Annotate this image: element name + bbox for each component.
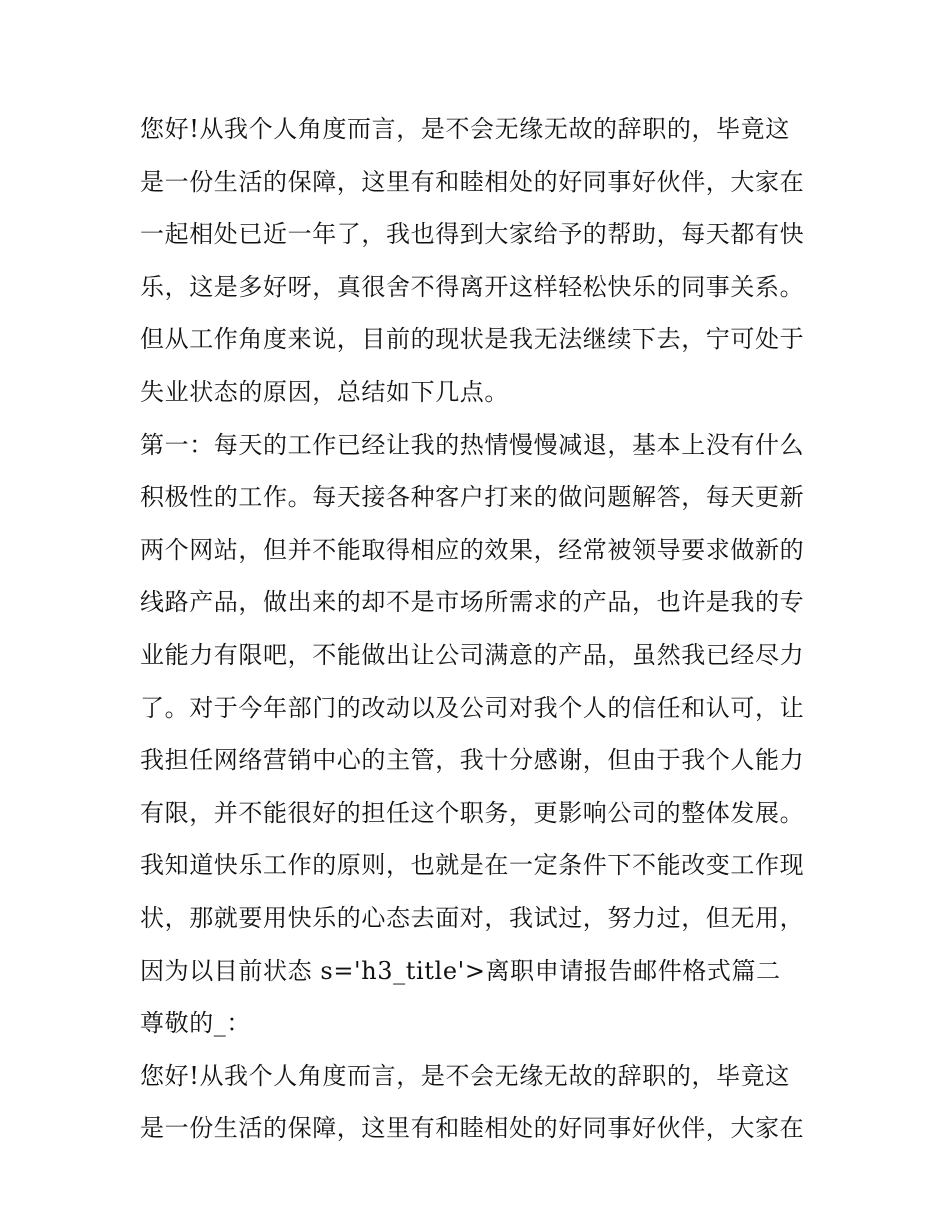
text-line: 了。对于今年部门的改动以及公司对我个人的信任和认可，让 [140,693,805,722]
text-line: 线路产品，做出来的却不是市场所需求的产品，也许是我的专 [140,588,805,617]
document-body [140,103,820,1155]
text-line: 有限，并不能很好的担任这个职务，更影响公司的整体发展。 [140,798,805,827]
text-line: 一起相处已近一年了，我也得到大家给予的帮助，每天都有快 [140,220,805,249]
text-line: 业能力有限吧，不能做出让公司满意的产品，虽然我已经尽力 [140,640,805,669]
text-line: 但从工作角度来说，目前的现状是我无法继续下去，宁可处于 [140,325,805,354]
text-line: 是一份生活的保障，这里有和睦相处的好同事好伙伴，大家在 [140,167,805,196]
text-line: 失业状态的原因，总结如下几点。 [140,377,509,406]
text-line: 状，那就要用快乐的心态去面对，我试过，努力过，但无用， [140,903,805,932]
text-line: 是一份生活的保障，这里有和睦相处的好同事好伙伴，大家在 [140,1114,805,1143]
text-line: 尊敬的_： [140,1009,251,1038]
text-line: 我知道快乐工作的原则，也就是在一定条件下不能改变工作现 [140,851,805,880]
text-line: 您好!从我个人角度而言，是不会无缘无故的辞职的，毕竟这 [140,115,790,143]
text-line: 积极性的工作。每天接各种客户打来的做问题解答，每天更新 [140,483,805,512]
text-line: 我担任网络营销中心的主管，我十分感谢，但由于我个人能力 [140,746,805,775]
text-line: 您好!从我个人角度而言，是不会无缘无故的辞职的，毕竟这 [140,1061,790,1090]
text-line: 两个网站，但并不能取得相应的效果，经常被领导要求做新的 [140,535,805,564]
text-line: 乐，这是多好呀，真很舍不得离开这样轻松快乐的同事关系。 [140,272,805,301]
text-line: 因为以目前状态 s='h3_title'>离职申请报告邮件格式篇二 [140,956,781,985]
text-line: 第一：每天的工作已经让我的热情慢慢减退，基本上没有什么 [140,430,805,459]
